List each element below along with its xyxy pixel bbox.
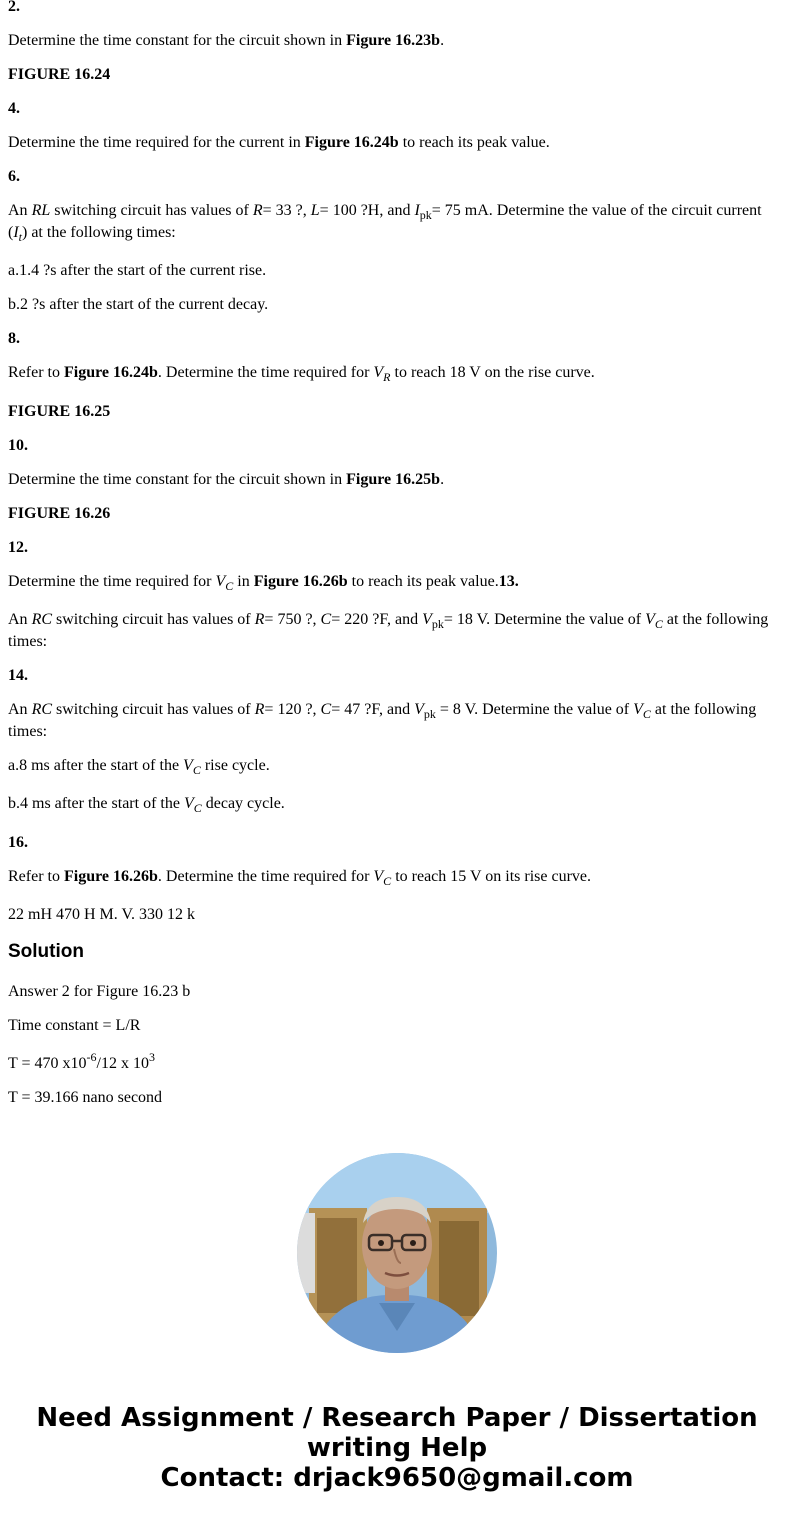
- tutor-avatar: [297, 1153, 497, 1353]
- solution-line-4: T = 39.166 nano second: [8, 1089, 163, 1106]
- q16-number: 16.: [8, 834, 28, 851]
- q4-text: Determine the time required for the current in Figure 16.24b to reach its peak value.: [8, 134, 550, 151]
- q13-text: An RC switching circuit has values of R= 750 ?, C= 220 ?F, and $V_{pk}= 18$ V. Determine the value of $V_C$ at the following times:: [8, 611, 769, 650]
- promo-line-1: Need Assignment / Research Paper / Dissertation: [36, 1403, 758, 1433]
- q10-number: 10.: [8, 437, 28, 454]
- solution-line-2: Time constant = L/R: [8, 1017, 141, 1034]
- q6-text: An RL switching circuit has values of R= 33 ?, L= 100 ?H, and $I_{pk}= 75$ mA. Determine the value of the circuit current $(I_t)$ at the following times:: [8, 202, 762, 244]
- promo-line-2: writing Help: [306, 1433, 488, 1463]
- solution-line-3: T = 470 $x10^{-6}/12$ x $10^3$: [8, 1050, 155, 1072]
- promo-contact[interactable]: Contact: drjack9650@gmail.com: [160, 1463, 634, 1493]
- solution-heading: Solution: [8, 941, 84, 962]
- q6-part-b: b.2 ?s after the start of the current decay.: [8, 296, 269, 313]
- q2-text: Determine the time constant for the circuit shown in Figure 16.23b.: [8, 32, 445, 49]
- q12-text: Determine the time required for $V_C$ in Figure 16.26b to reach its peak value.13.: [8, 573, 519, 593]
- q12-number: 12.: [8, 539, 28, 556]
- figure-16-24-label: FIGURE 16.24: [8, 66, 111, 83]
- q2-number: 2.: [8, 0, 20, 15]
- solution-line-1: Answer 2 for Figure 16.23 b: [8, 983, 191, 1000]
- q14-number: 14.: [8, 667, 28, 684]
- q14-part-b: b.4 ms after the start of the $V_C$ decay cycle.: [8, 795, 285, 815]
- q6-number: 6.: [8, 168, 20, 185]
- avatar-portrait-icon: [297, 1153, 497, 1353]
- q14-part-a: a.8 ms after the start of the $V_C$ rise cycle.: [8, 757, 270, 777]
- promo-banner: [0, 1403, 794, 1493]
- figure-16-25-label: FIGURE 16.25: [8, 403, 111, 420]
- q8-text: Refer to Figure 16.24b. Determine the time required for $V_R$ to reach 18 V on the rise curve.: [8, 364, 595, 384]
- q4-number: 4.: [8, 100, 20, 117]
- q8-number: 8.: [8, 330, 20, 347]
- figure-16-26-label: FIGURE 16.26: [8, 505, 111, 522]
- q14-text: An RC switching circuit has values of R= 120 ?, C= 47 ?F, and $V_{pk} = 8$ V. Determine the value of $V_C$ at the following times:: [8, 701, 757, 740]
- figure-values-text: 22 mH 470 H M. V. 330 12 k: [8, 906, 195, 923]
- q16-text: Refer to Figure 16.26b. Determine the time required for $V_C$ to reach 15 V on its rise curve.: [8, 868, 591, 888]
- q6-part-a: a.1.4 ?s after the start of the current rise.: [8, 262, 267, 279]
- q10-text: Determine the time constant for the circuit shown in Figure 16.25b.: [8, 471, 445, 488]
